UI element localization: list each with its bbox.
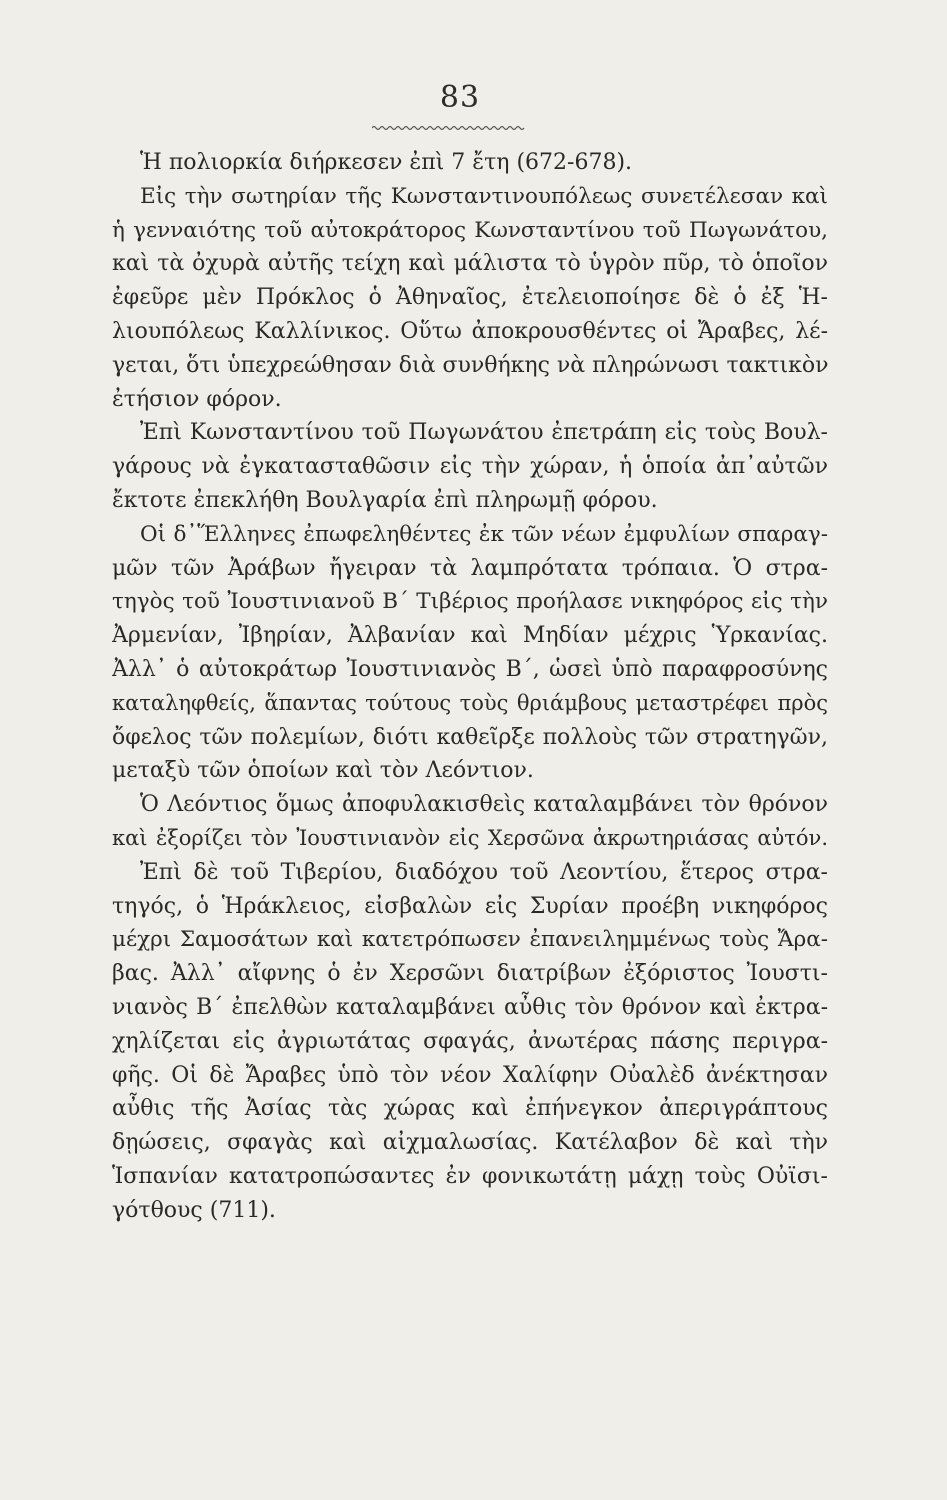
text-line: Ἐπὶ Κωνσταντίνου τοῦ Πωγωνάτου ἐπετράπη εἰς τοὺς Βουλ- (140, 420, 828, 446)
body-text (112, 146, 828, 1228)
text-line: δῃώσεις, σφαγὰς καὶ αἰχμαλωσίας. Κατέλαβον δὲ καὶ τὴν (112, 1130, 828, 1156)
text-line: καὶ ἐξορίζει τὸν Ἰουστινιανὸν εἰς Χερσῶνα ἀκρωτηριάσας αὐτόν. (112, 825, 828, 850)
ornamental-rule (372, 124, 526, 132)
text-line: Οἱ δ᾽Ἕλληνες ἐπωφεληθέντες ἐκ τῶν νέων ἐμφυλίων σπαραγ- (140, 521, 828, 547)
text-line: Ἡ πολιορκία διήρκεσεν ἐπὶ 7 ἔτη (672-678). (140, 150, 633, 175)
text-line: ἐτήσιον φόρον. (112, 386, 282, 412)
text-line: Ὁ Λεόντιος ὅμως ἀποφυλακισθεὶς καταλαμβάνει τὸν θρόνον (140, 792, 828, 818)
text-line: καὶ τὰ ὀχυρὰ αὐτῆς τείχη καὶ μάλιστα τὸ ὑγρὸν πῦρ, τὸ ὁποῖον (112, 251, 828, 277)
text-line: γότθους (711). (112, 1197, 276, 1223)
text-line: αὖθις τῆς Ἀσίας τὰς χώρας καὶ ἐπήνεγκον ἀπεριγράπτους (112, 1096, 828, 1122)
text-line: μῶν τῶν Ἀράβων ἤγειραν τὰ λαμπρότατα τρόπαια. Ὁ στρα- (112, 555, 828, 581)
text-line: χηλίζεται εἰς ἀγριωτάτας σφαγάς, ἀνωτέρας πάσης περιγρα- (112, 1028, 828, 1054)
text-line: φῆς. Οἱ δὲ Ἄραβες ὑπὸ τὸν νέον Χαλίφην Οὐαλὲδ ἀνέκτησαν (112, 1062, 828, 1088)
text-line: ὄφελος τῶν πολεμίων, διότι καθεῖρξε πολλοὺς τῶν στρατηγῶν, (112, 724, 828, 750)
text-line: νιανὸς Β΄ ἐπελθὼν καταλαμβάνει αὖθις τὸν θρόνον καὶ ἐκτρα- (112, 994, 828, 1020)
text-line: μεταξὺ τῶν ὁποίων καὶ τὸν Λεόντιον. (112, 758, 534, 784)
text-line: ἡ γενναιότης τοῦ αὐτοκράτορος Κωνσταντίνου τοῦ Πωγωνάτου, (112, 217, 828, 243)
text-line: Ἀλλ᾽ ὁ αὐτοκράτωρ Ἰουστινιανὸς Β΄, ὡσεὶ ὑπὸ παραφροσύνης (112, 656, 828, 682)
text-line: Ἱσπανίαν κατατροπώσαντες ἐν φονικωτάτῃ μάχῃ τοὺς Οὐϊσι- (112, 1163, 828, 1189)
text-line: γεται, ὅτι ὑπεχρεώθησαν διὰ συνθήκης νὰ πληρώνωσι τακτικὸν (112, 352, 828, 378)
text-line: βας. Ἀλλ᾽ αἴφνης ὁ ἐν Χερσῶνι διατρίβων ἐξόριστος Ἰουστι- (112, 961, 828, 987)
text-line: τηγός, ὁ Ἡράκλειος, εἰσβαλὼν εἰς Συρίαν προέβη νικηφόρος (112, 893, 828, 919)
text-line: Ἀρμενίαν, Ἰβηρίαν, Ἀλβανίαν καὶ Μηδίαν μέχρις Ὑρκανίας. (112, 623, 828, 649)
page-number: 83 (439, 80, 481, 115)
text-line: λιουπόλεως Καλλίνικος. Οὕτω ἀποκρουσθέντες οἱ Ἄραβες, λέ- (112, 318, 828, 344)
text-line: καταληφθείς, ἅπαντας τούτους τοὺς θριάμβους μεταστρέφει πρὸς (112, 690, 828, 715)
text-line: γάρους νὰ ἐγκατασταθῶσιν εἰς τὴν χώραν, ἡ ὁποία ἀπ᾽αὐτῶν (112, 454, 828, 480)
text-line: ἐφεῦρε μὲν Πρόκλος ὁ Ἀθηναῖος, ἐτελειοποίησε δὲ ὁ ἐξ Ἡ- (112, 285, 828, 311)
text-line: μέχρι Σαμοσάτων καὶ κατετρόπωσεν ἐπανειλημμένως τοὺς Ἄρα- (112, 927, 828, 953)
text-line: τηγὸς τοῦ Ἰουστινιανοῦ Β΄ Τιβέριος προήλασε νικηφόρος εἰς τὴν (112, 589, 828, 615)
text-line: Εἰς τὴν σωτηρίαν τῆς Κωνσταντινουπόλεως συνετέλεσαν καὶ (140, 183, 828, 209)
text-line: Ἐπὶ δὲ τοῦ Τιβερίου, διαδόχου τοῦ Λεοντίου, ἕτερος στρα- (140, 859, 828, 885)
text-line: ἔκτοτε ἐπεκλήθη Βουλγαρία ἐπὶ πληρωμῇ φόρου. (112, 487, 658, 513)
